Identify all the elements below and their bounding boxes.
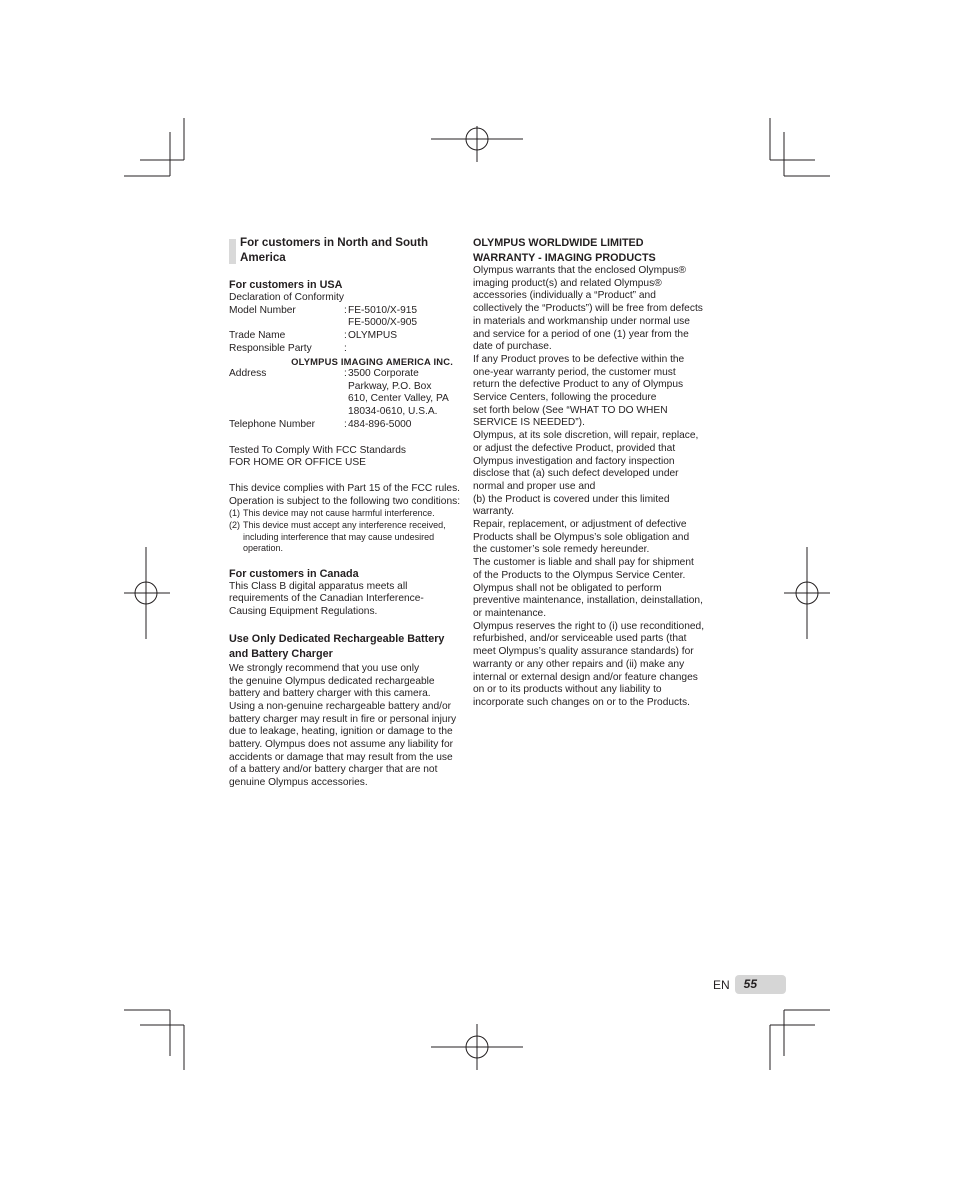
warranty-paragraph: Olympus warrants that the enclosed Olympus® imaging product(s) and related Olympus® accessories (individually a “Product” and collectively the “Products”) will be free from defects in materials and workmanship under normal use and service for a period of one (1) year from the date of purchase. bbox=[473, 265, 703, 353]
list-item: (1) This device may not cause harmful interference. bbox=[229, 508, 435, 519]
warranty-paragraph: Olympus reserves the right to (i) use reconditioned, refurbished, and/or serviceable used parts (that meet Olympus’s quality assurance standards) for warranty or any other repairs and (ii) make any internal or external design and/or feature changes on or to its products without any liability to incorporate such changes on or to the Products. bbox=[473, 620, 705, 708]
warranty-paragraph: If any Product proves to be defective within the one-year warranty period, the customer must return the defective Product to any of Olympus Service Centers, following the procedure set forth below (See “WHAT TO DO WHEN SERVICE IS NEEDED”). bbox=[473, 353, 685, 429]
model-row: Model Number : FE-5010/X-915 FE-5000/X-905 bbox=[229, 305, 461, 330]
usa-heading: For customers in USA bbox=[229, 279, 343, 291]
heading-bar bbox=[229, 239, 236, 264]
declaration-title: Declaration of Conformity bbox=[229, 292, 344, 303]
warranty-paragraph: The customer is liable and shall pay for shipment of the Products to the Olympus Service Center. bbox=[473, 557, 694, 581]
address-value: 3500 Corporate Parkway, P.O. Box 610, Center Valley, PA 18034-0610, U.S.A. bbox=[348, 368, 449, 418]
phone-value: 484-896-5000 bbox=[348, 418, 412, 430]
canada-text: This Class B digital apparatus meets all requirements of the Canadian Interference-Causing Equipment Regulations. bbox=[229, 580, 424, 618]
battery-text: We strongly recommend that you use only the genuine Olympus dedicated rechargeable battery and battery charger with this camera. Using a non-genuine rechargeable battery and/or battery charger may result in fire or personal injury due to leakage, heating, ignition or damage to the battery. Olympus does not assume any liability for accidents or damage that may result from the use of a battery and/or battery charger that are not genuine Olympus accessories. bbox=[229, 662, 457, 789]
address-label: Address bbox=[229, 368, 267, 380]
company-name: OLYMPUS IMAGING AMERICA INC. bbox=[291, 355, 453, 367]
trade-label: Trade Name bbox=[229, 330, 286, 342]
language-label: EN bbox=[713, 977, 730, 992]
warranty-paragraph: Olympus shall not be obligated to perform preventive maintenance, installation, deinstallation, or maintenance. bbox=[473, 582, 703, 619]
party-row: Responsible Party : bbox=[229, 343, 461, 356]
left-column bbox=[229, 236, 461, 790]
model-label: Model Number bbox=[229, 304, 296, 316]
conditions-list bbox=[229, 508, 461, 554]
fcc-compliance: This device complies with Part 15 of the FCC rules. Operation is subject to the following two conditions: bbox=[229, 482, 461, 507]
trade-value: OLYMPUS bbox=[348, 330, 398, 342]
list-item: (2) This device must accept any interference received, including interference that may cause undesired operation. bbox=[229, 519, 446, 554]
warranty-heading: OLYMPUS WORLDWIDE LIMITED WARRANTY - IMAGING PRODUCTS bbox=[473, 237, 656, 264]
phone-row: Telephone Number : 484-896-5000 bbox=[229, 419, 461, 432]
model-value: FE-5010/X-915 FE-5000/X-905 bbox=[348, 304, 418, 329]
party-value bbox=[348, 343, 461, 356]
address-row: Address : 3500 Corporate Parkway, P.O. Box 610, Center Valley, PA 18034-0610, U.S.A. bbox=[229, 368, 461, 419]
battery-heading: Use Only Dedicated Rechargeable Battery and Battery Charger bbox=[229, 632, 445, 661]
canada-heading: For customers in Canada bbox=[229, 567, 359, 580]
page-number: 55 bbox=[735, 975, 786, 994]
warranty-paragraph: Olympus, at its sole discretion, will repair, replace, or adjust the defective Product, provided that Olympus investigation and factory inspection disclose that (a) such defect developed under normal and proper use and (b) the Product is covered under this limited warranty. bbox=[473, 430, 699, 518]
warranty-paragraph: Repair, replacement, or adjustment of defective Products shall be Olympus’s sole obligation and the customer’s sole remedy hereunder. bbox=[473, 519, 690, 556]
phone-label: Telephone Number bbox=[229, 418, 316, 430]
fcc-tested: Tested To Comply With FCC Standards FOR HOME OR OFFICE USE bbox=[229, 444, 407, 469]
trade-row: Trade Name : OLYMPUS bbox=[229, 330, 461, 343]
section-title: For customers in North and South America bbox=[240, 236, 429, 264]
page-footer bbox=[713, 975, 786, 994]
section-heading bbox=[229, 236, 461, 265]
party-label: Responsible Party bbox=[229, 342, 312, 354]
right-column bbox=[473, 236, 705, 710]
